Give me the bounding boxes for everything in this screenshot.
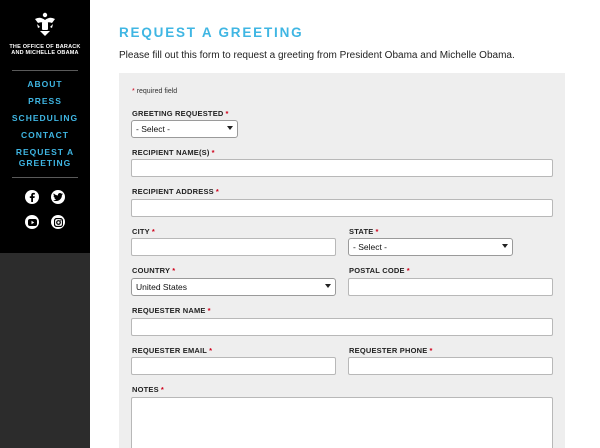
- requester-email-label: [132, 346, 212, 355]
- chevron-down-icon: [502, 244, 508, 248]
- city-label-text: CITY: [132, 227, 150, 236]
- recipient-names-label-text: RECIPIENT NAME(S): [132, 148, 210, 157]
- requester-email-input[interactable]: [131, 357, 336, 375]
- country-value: United States: [136, 282, 188, 292]
- country-label: [132, 266, 175, 275]
- state-label: [349, 227, 379, 236]
- recipient-names-label: [132, 148, 215, 157]
- greeting-requested-value: - Select -: [136, 124, 171, 134]
- required-note-text: required field: [136, 88, 178, 95]
- instagram-icon[interactable]: [51, 215, 65, 229]
- chevron-down-icon: [227, 126, 233, 130]
- requester-phone-label: [349, 346, 433, 355]
- required-star: *: [406, 266, 410, 275]
- required-star: *: [211, 148, 215, 157]
- requester-name-label: [132, 306, 211, 315]
- twitter-icon[interactable]: [51, 190, 65, 204]
- city-label: [132, 227, 155, 236]
- presidential-seal-icon[interactable]: [31, 10, 59, 38]
- country-label-text: COUNTRY: [132, 266, 171, 275]
- requester-name-input[interactable]: [131, 318, 553, 336]
- sidebar-divider: [12, 70, 78, 71]
- greeting-requested-label: [132, 109, 229, 118]
- notes-label: [132, 385, 164, 394]
- postal-code-input[interactable]: [348, 278, 553, 296]
- recipient-names-input[interactable]: [131, 159, 553, 177]
- required-star: *: [172, 266, 176, 275]
- greeting-requested-select[interactable]: [131, 120, 238, 138]
- requester-phone-input[interactable]: [348, 357, 553, 375]
- postal-code-label-text: POSTAL CODE: [349, 266, 405, 275]
- requester-email-label-text: REQUESTER EMAIL: [132, 346, 208, 355]
- nav-request-a-greeting[interactable]: REQUEST A: [15, 147, 75, 157]
- nav-scheduling[interactable]: SCHEDULING: [11, 113, 79, 123]
- required-star: *: [225, 109, 229, 118]
- intro-text: Please fill out this form to request a greeting from President Obama and Michelle Obama.: [119, 50, 515, 61]
- recipient-address-label: [132, 187, 219, 196]
- state-value: - Select -: [353, 242, 388, 252]
- notes-textarea[interactable]: [131, 397, 553, 448]
- required-star: *: [207, 306, 211, 315]
- facebook-icon[interactable]: [25, 190, 39, 204]
- postal-code-label: [349, 266, 410, 275]
- sidebar-divider: [12, 177, 78, 178]
- nav-contact[interactable]: CONTACT: [21, 130, 69, 140]
- required-star: *: [429, 346, 433, 355]
- recipient-address-input[interactable]: [131, 199, 553, 217]
- required-star: *: [375, 227, 379, 236]
- nav-request-a-greeting-line2[interactable]: GREETING: [18, 158, 72, 168]
- greeting-requested-label-text: GREETING REQUESTED: [132, 109, 224, 118]
- required-star: *: [209, 346, 213, 355]
- page-title: REQUEST A GREETING: [119, 25, 304, 40]
- nav-press[interactable]: PRESS: [28, 96, 62, 106]
- required-star: *: [151, 227, 156, 236]
- requester-phone-label-text: REQUESTER PHONE: [349, 346, 428, 355]
- recipient-address-label-text: RECIPIENT ADDRESS: [132, 187, 214, 196]
- state-label-text: STATE: [349, 227, 374, 236]
- requester-name-label-text: REQUESTER NAME: [132, 306, 206, 315]
- office-name-text: THE OFFICE OF BARACK AND MICHELLE OBAMA: [9, 44, 81, 56]
- sidebar-lower-panel: [0, 253, 90, 448]
- notes-label-text: NOTES: [132, 385, 159, 394]
- city-input[interactable]: [131, 238, 336, 256]
- required-star: *: [160, 385, 164, 394]
- nav-about[interactable]: ABOUT: [27, 79, 63, 89]
- chevron-down-icon: [325, 284, 331, 288]
- state-select[interactable]: [348, 238, 513, 256]
- required-star: *: [215, 187, 220, 196]
- required-star: *: [132, 88, 135, 95]
- required-field-note: [132, 88, 177, 95]
- youtube-icon[interactable]: [25, 215, 39, 229]
- country-select[interactable]: [131, 278, 336, 296]
